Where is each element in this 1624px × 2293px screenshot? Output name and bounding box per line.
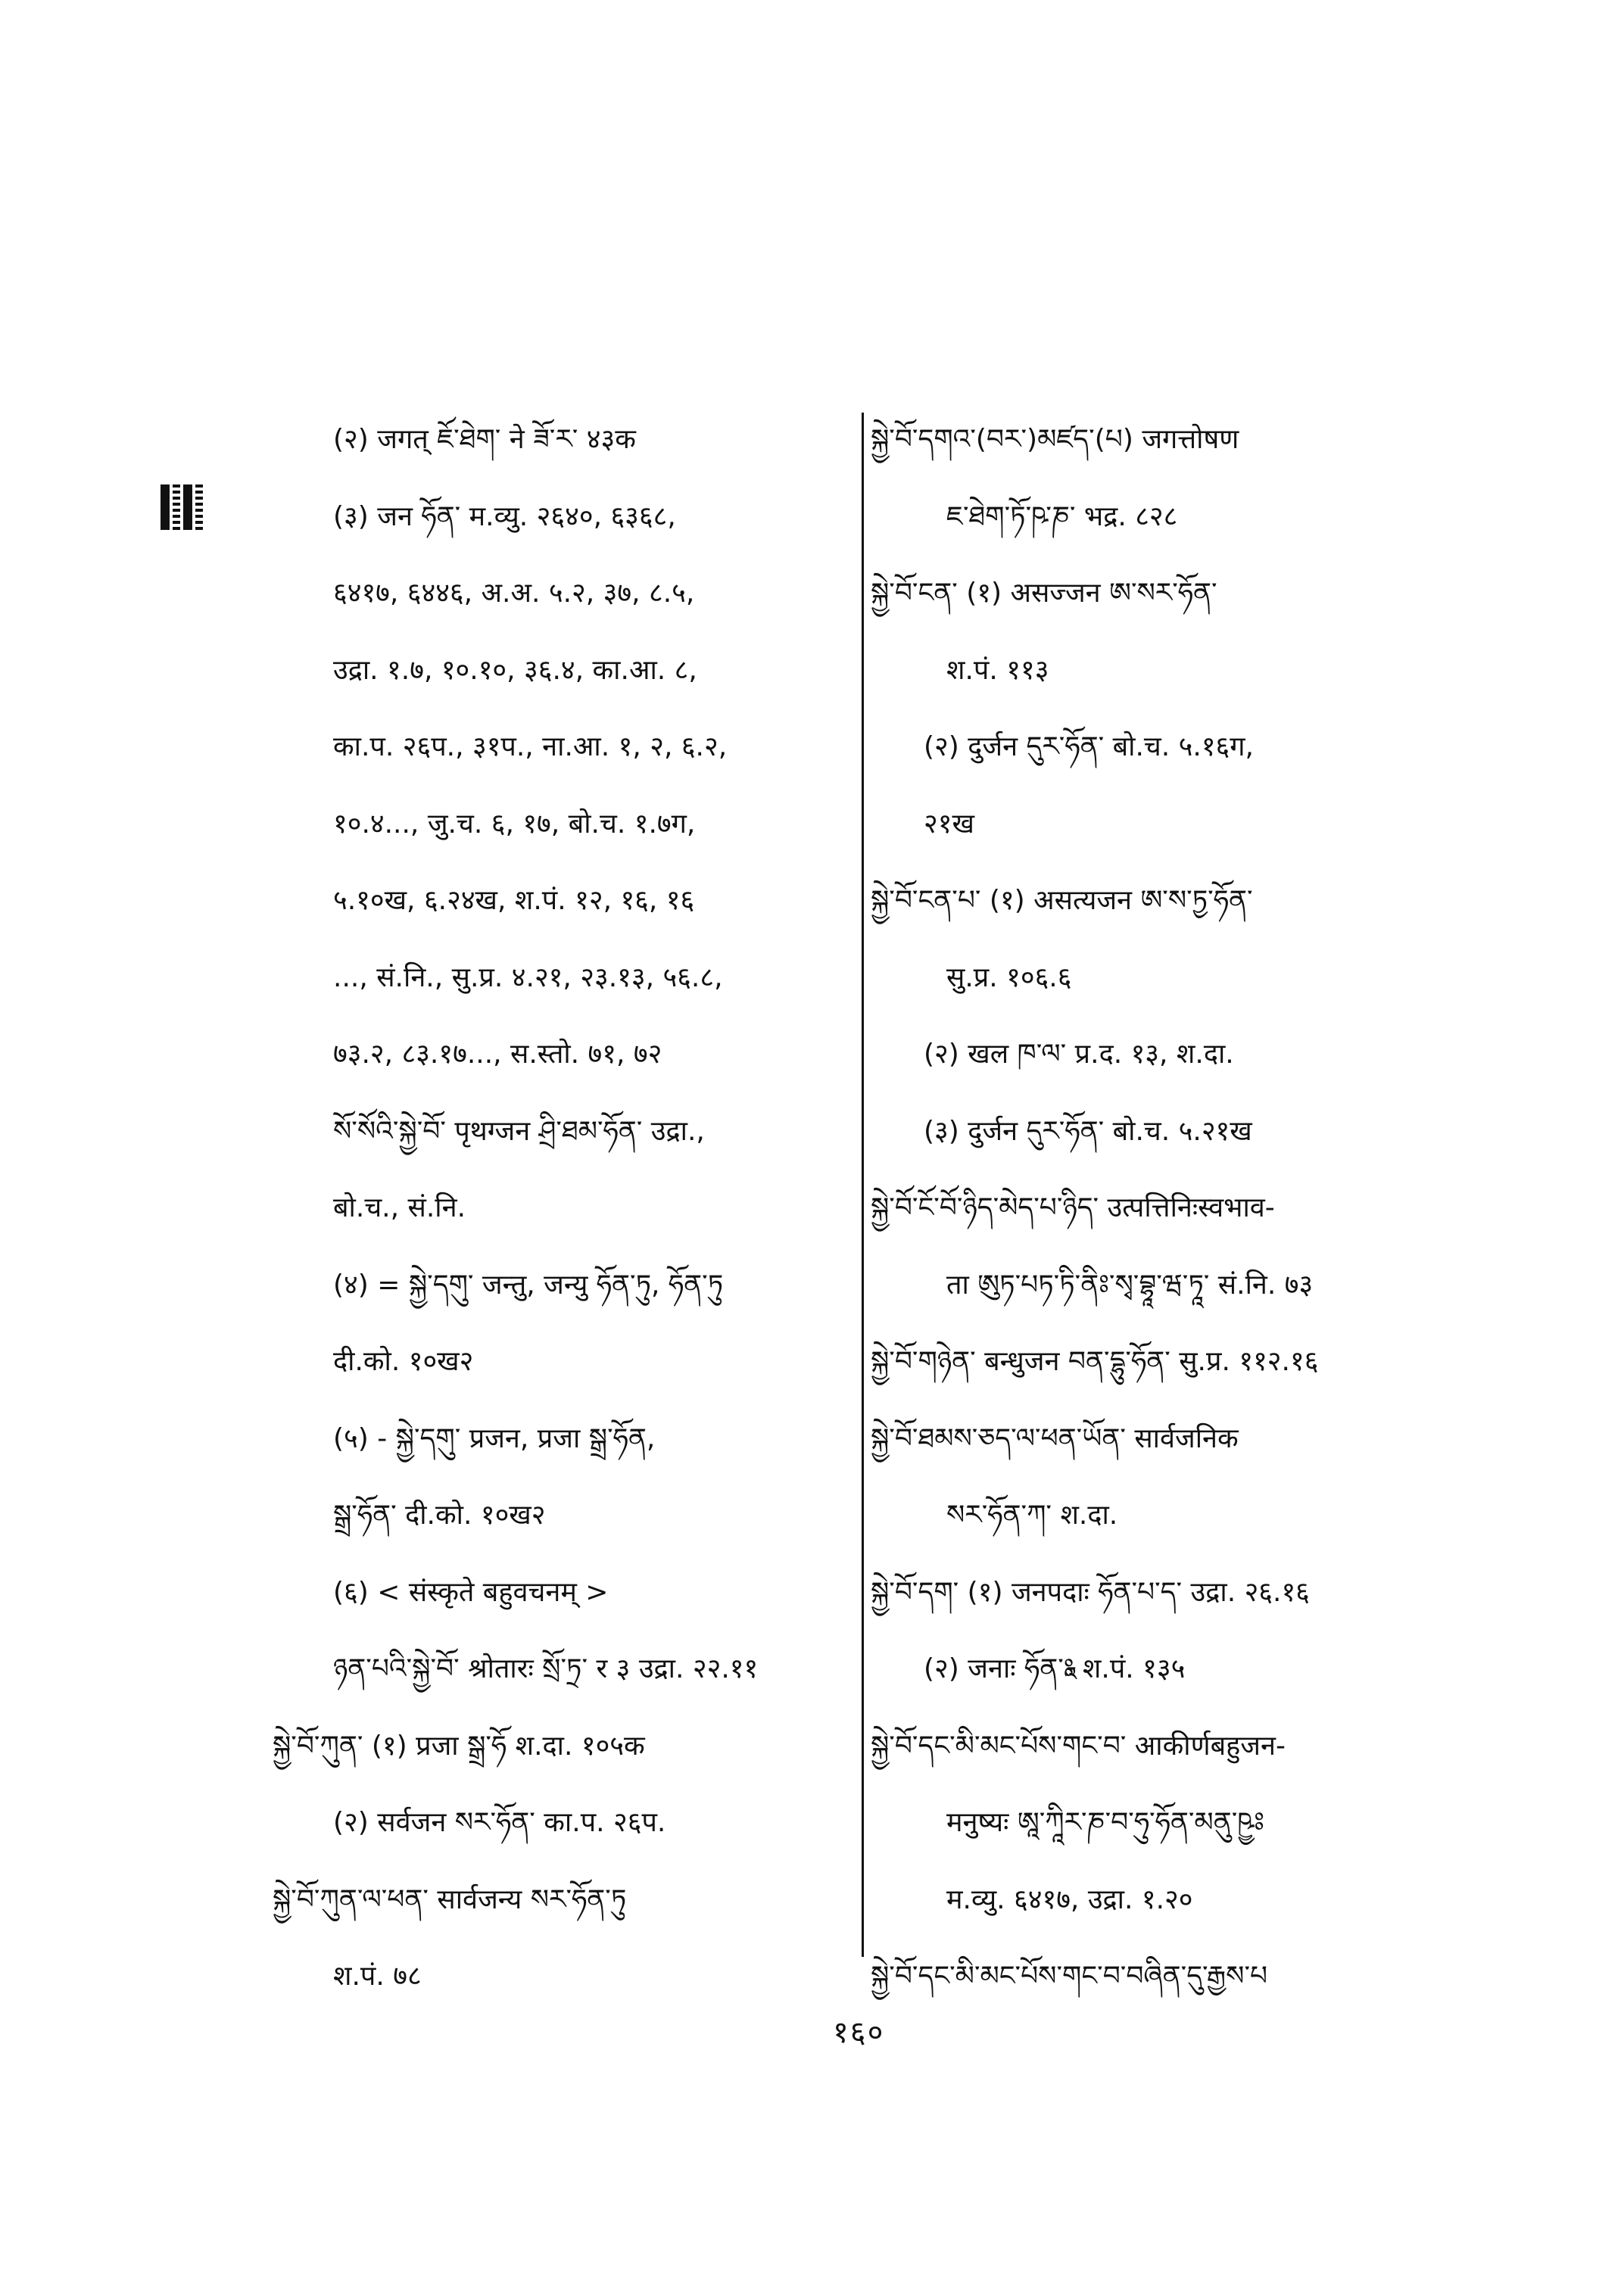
entry-line: (२) सर्वजन སར་ཧོན་ का.प. २६प. xyxy=(333,1807,666,1838)
entry-line: ७३.२, ८३.१७..., स.स्तो. ७१, ७२ xyxy=(333,1039,662,1070)
entry-line: སྐྱེ་བོ་ཀུན་ (१) प्रजा སྒྲ་ཧོ श.दा. १०५क xyxy=(273,1730,645,1762)
entry-line: दी.को. १०ख२ xyxy=(333,1346,474,1377)
entry-line: སྐྱེ་བོ་དག་ (१) जनपदाः ཧོན་པ་ད་ उद्रा. २६.१६ xyxy=(871,1576,1310,1608)
entry-line: སྐྱེ་བོ་ངན་པ་ (१) असत्यजन ཨ་ས་ཏྱ་ཧོན་ xyxy=(871,885,1253,916)
entry-line: म.व्यु. ६४१७, उद्रा. १.२० xyxy=(946,1883,1193,1915)
entry-line: ..., सं.नि., सु.प्र. ४.२१, २३.१३, ५६.८, xyxy=(333,961,723,993)
entry-line: སྒྲ་ཧོན་ दी.को. १०ख२ xyxy=(333,1500,546,1531)
entry-line: (२) खल ཁ་ལ་ प्र.द. १३, श.दा. xyxy=(924,1039,1234,1070)
entry-line: (२) जगत् ཇོ་ཐེག་ ने ཟོ་ར་ ४३क xyxy=(333,424,636,455)
entry-line: སོ་སོའི་སྐྱེ་བོ་ पृथग्जन ཤྲི་ཐམ་ཧོན་ उद्रा., xyxy=(333,1115,705,1147)
entry-line: སྐྱེ་བོ་དང་མི་མང་པོས་གང་བ་བཞིན་དུ་རྒྱས་པ xyxy=(871,1961,1268,1992)
entry-line: (३) जन ཧོན་ म.व्यु. २६४०, ६३६८, xyxy=(333,500,676,532)
entry-line: སར་ཧོན་ཀ་ श.दा. xyxy=(946,1500,1118,1531)
entry-line: སྐྱེ་བོ་དང་མི་མང་པོས་གང་བ་ आकीर्णबहुजन- xyxy=(871,1730,1286,1762)
entry-line: का.प. २६प., ३१प., ना.आ. १, २, ६.२, xyxy=(333,731,728,762)
entry-line: སྐྱེ་བོ་གཉེན་ बन्धुजन བན་དྷུ་ཧོན་ सु.प्र. ११२.१६ xyxy=(871,1346,1319,1377)
entry-line: उद्रा. १.७, १०.१०, ३६.४, का.आ. ८, xyxy=(333,654,697,686)
entry-line: སྐྱེ་བོ་ཀུན་ལ་ཕན་ सार्वजन्य སར་ཧོན་ཏུ xyxy=(273,1883,627,1915)
entry-line: मनुष्यः ཨཱ་ཀཱིར་ཎ་བ་ཧུ་ཧོན་མནུ་ཥྱཿ xyxy=(946,1807,1264,1838)
entry-line: (३) दुर्जन དུར་ཧོན་ बो.च. ५.२१ख xyxy=(924,1115,1252,1147)
page-number: १६० xyxy=(833,2015,885,2050)
entry-line: སྐྱེ་བོ་ངོ་བོ་ཉིད་མེད་པ་ཉིད་ उत्पत्तिनिःस्वभाव- xyxy=(871,1192,1275,1223)
entry-line: बो.च., सं.नि. xyxy=(333,1192,466,1223)
entry-line: २१ख xyxy=(924,808,974,840)
entry-line: (४) = སྐྱེ་དགུ་ जन्तु, जन्यु ཧོན་ཏུ, ཧོན་ཏུ xyxy=(333,1269,724,1301)
margin-mark-icon xyxy=(155,481,208,534)
entry-line: ཉན་པའི་སྐྱེ་བོ་ श्रोतारः སྲོ་ཏྲ་ र ३ उद्रा. २२.११ xyxy=(333,1653,759,1684)
entry-line: श.पं. ११३ xyxy=(946,654,1049,686)
column-divider xyxy=(862,413,864,1957)
entry-line: १०.४..., जु.च. ६, १७, बो.च. १.७ग, xyxy=(333,808,696,840)
entry-line: ता ཨུཏ་པཏ་ཏི་ནིཿ་སྭ་བྷཱ་ཝ་ཏཱ་ सं.नि. ७३ xyxy=(946,1269,1314,1301)
entry-line: སྐྱེ་བོ་ངན་ (१) असज्जन ཨ་སར་ཧོན་ xyxy=(871,578,1217,609)
entry-line: (६) < संस्कृते बहुवचनम् > xyxy=(333,1576,609,1608)
entry-line: श.पं. ७८ xyxy=(333,1961,422,1992)
entry-line: (५) - སྐྱེ་དགུ་ प्रजन, प्रजा སྒྲ་ཧོན, xyxy=(333,1422,656,1454)
left-column xyxy=(273,401,871,2015)
entry-line: (२) जनाः ཧོན་ཱཿ श.पं. १३५ xyxy=(924,1653,1186,1684)
entry-line: ६४१७, ६४४६, अ.अ. ५.२, ३७, ८.५, xyxy=(333,578,695,609)
entry-line: सु.प्र. १०६.६ xyxy=(946,961,1072,993)
entry-line: སྐྱེ་བོ་ཐམས་ཅད་ལ་ཕན་ཡོན་ सार्वजनिक xyxy=(871,1422,1239,1454)
entry-line: (२) दुर्जन དུར་ཧོན་ बो.च. ५.१६ग, xyxy=(924,731,1254,762)
right-column xyxy=(871,401,1476,2015)
entry-line: ཇ་ཐེག་ཏོ་ཥ་ཎ་ भद्र. ८२८ xyxy=(946,500,1178,532)
entry-line: སྐྱེ་བོ་དགའ་(བར་)མཛད་(པ) जगत्तोषण xyxy=(871,424,1239,455)
entry-line: ५.१०ख, ६.२४ख, श.पं. १२, १६, १६ xyxy=(333,885,695,916)
